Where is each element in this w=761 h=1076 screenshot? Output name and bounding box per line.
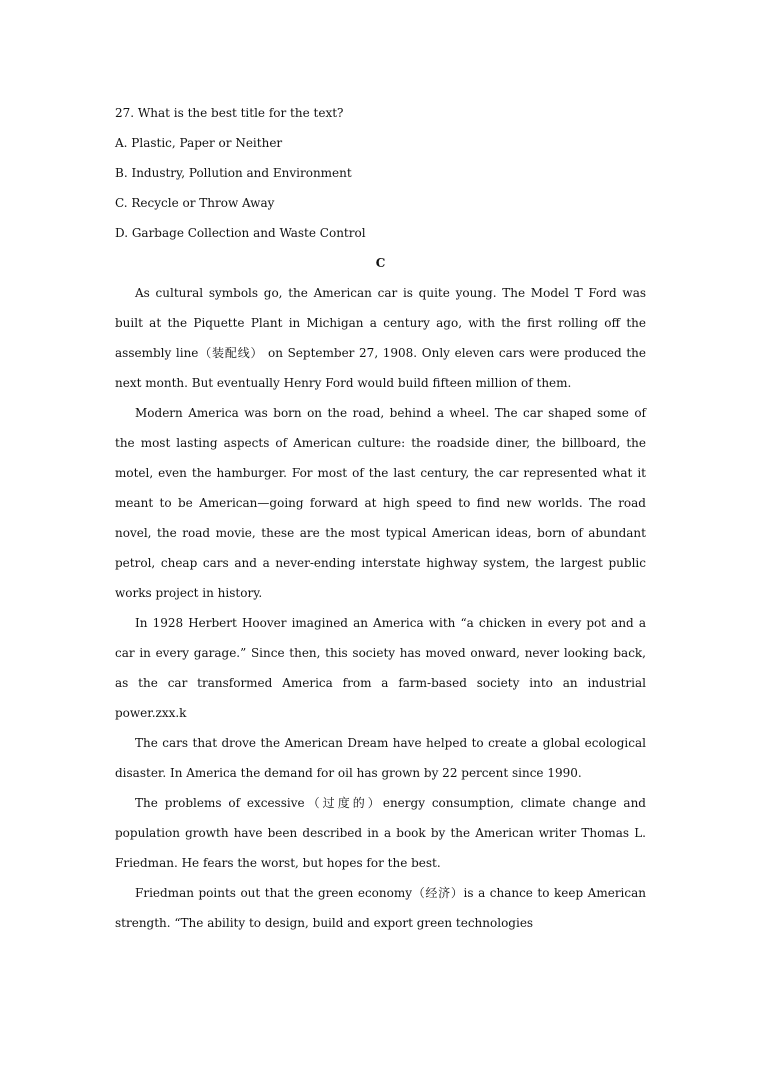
paragraph-3: In 1928 Herbert Hoover imagined an America with “a chicken in every pot and a car in every garage.” Since then, this society has moved onward, never looking back, as the car transformed America from a farm-based society into an industrial power.zxx.k xyxy=(115,616,646,720)
paragraph-6: Friedman points out that the green economy（经济）is a chance to keep American strength. “The ability to design, build and export green technologies xyxy=(115,886,646,930)
paragraph-2: Modern America was born on the road, behind a wheel. The car shaped some of the most lasting aspects of American culture: the roadside diner, the billboard, the motel, even the hamburger. For most of the last century, the car represented what it meant to be American—going forward at high speed to find new worlds. The road novel, the road movie, these are the most typical American ideas, born of abundant petrol, cheap cars and a never-ending interstate highway system, the largest public works project in history. xyxy=(115,406,646,600)
paragraph-5: The problems of excessive（过度的）energy consumption, climate change and population growth have been described in a book by the American writer Thomas L. Friedman. He fears the worst, but hopes for the best. xyxy=(115,796,646,870)
option-d: D. Garbage Collection and Waste Control xyxy=(115,226,366,240)
option-b: B. Industry, Pollution and Environment xyxy=(115,166,352,180)
option-c: C. Recycle or Throw Away xyxy=(115,196,275,210)
section-heading: C xyxy=(375,256,386,270)
paragraph-1: As cultural symbols go, the American car is quite young. The Model T Ford was built at the Piquette Plant in Michigan a century ago, with the first rolling off the assembly line（装配线） on September 27, 1908. Only eleven cars were produced the next month. But eventually Henry Ford would build fifteen million of them. xyxy=(115,286,646,390)
document-page xyxy=(115,98,646,938)
option-a: A. Plastic, Paper or Neither xyxy=(115,136,283,150)
question-stem: 27. What is the best title for the text? xyxy=(115,106,344,120)
paragraph-4: The cars that drove the American Dream have helped to create a global ecological disaster. In America the demand for oil has grown by 22 percent since 1990. xyxy=(115,736,646,780)
